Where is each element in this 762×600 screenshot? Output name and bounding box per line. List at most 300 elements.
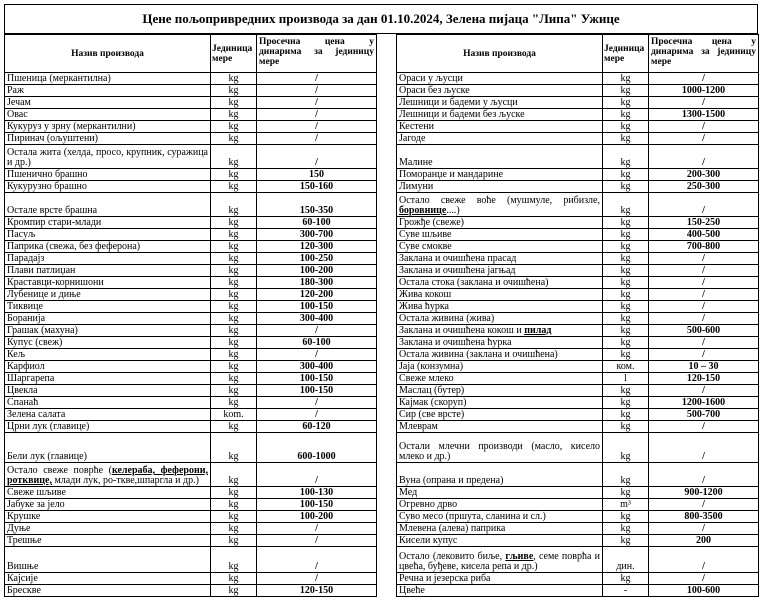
- price-cell: 120-150: [257, 585, 377, 597]
- price-cell: 200: [649, 535, 759, 547]
- table-row: [397, 337, 759, 349]
- unit-cell: kg: [211, 547, 257, 573]
- table-row: [5, 499, 377, 511]
- product-name: Остала жита (хелдa, просо, крупник, суражица и др.): [5, 145, 211, 169]
- product-name: Остало свеже воће (мушмуле, рибизле, боровнице....): [397, 193, 603, 217]
- left-table-body: [5, 73, 377, 597]
- unit-cell: kg: [211, 487, 257, 499]
- product-name: Шаргарепа: [5, 373, 211, 385]
- product-name: Остала живина (жива): [397, 313, 603, 325]
- table-row: [397, 325, 759, 337]
- table-row: [397, 253, 759, 265]
- unit-cell: kg: [603, 133, 649, 145]
- product-name: Бресквe: [5, 585, 211, 597]
- price-cell: 100-600: [649, 585, 759, 597]
- table-row: [5, 523, 377, 535]
- price-cell: 100-200: [257, 265, 377, 277]
- unit-cell: kg: [211, 241, 257, 253]
- product-name: Пиринач (ољуштени): [5, 133, 211, 145]
- unit-cell: kg: [603, 421, 649, 433]
- price-cell: /: [649, 97, 759, 109]
- product-name: Остале врсте брашна: [5, 193, 211, 217]
- table-row: [397, 499, 759, 511]
- table-row: [5, 217, 377, 229]
- product-name: Кељ: [5, 349, 211, 361]
- unit-cell: kg: [603, 145, 649, 169]
- price-cell: 150: [257, 169, 377, 181]
- right-header-name: Назив производа: [397, 35, 603, 73]
- product-name: Огревно дрво: [397, 499, 603, 511]
- price-cell: 100-150: [257, 373, 377, 385]
- price-cell: /: [649, 73, 759, 85]
- price-cell: 100-150: [257, 301, 377, 313]
- price-cell: 100-150: [257, 499, 377, 511]
- emphasized-text: боровнице: [399, 205, 447, 216]
- price-cell: /: [257, 133, 377, 145]
- table-row: [397, 385, 759, 397]
- table-row: [397, 535, 759, 547]
- product-name: Кајмак (скоруп): [397, 397, 603, 409]
- product-name: Цвекла: [5, 385, 211, 397]
- table-row: [397, 193, 759, 217]
- price-cell: /: [257, 409, 377, 421]
- price-cell: 500-700: [649, 409, 759, 421]
- product-name: Бели лук (главице): [5, 433, 211, 463]
- table-row: [5, 313, 377, 325]
- price-cell: 100-130: [257, 487, 377, 499]
- product-name: Грашак (махуна): [5, 325, 211, 337]
- table-row: [5, 535, 377, 547]
- product-name: Ораси у љусци: [397, 73, 603, 85]
- price-cell: /: [257, 97, 377, 109]
- table-row: [397, 487, 759, 499]
- table-row: [397, 217, 759, 229]
- product-name: Парадајз: [5, 253, 211, 265]
- unit-cell: kg: [211, 385, 257, 397]
- product-name: Вишње: [5, 547, 211, 573]
- unit-cell: kg: [211, 301, 257, 313]
- emphasized-text: келераба, феферони, ротквице,: [7, 465, 208, 486]
- unit-cell: kg: [211, 133, 257, 145]
- price-cell: 250-300: [649, 181, 759, 193]
- price-cell: 120-200: [257, 289, 377, 301]
- unit-cell: kg: [211, 169, 257, 181]
- price-cell: 60-120: [257, 421, 377, 433]
- price-cell: 200-300: [649, 169, 759, 181]
- table-row: [397, 361, 759, 373]
- price-cell: 120-300: [257, 241, 377, 253]
- unit-cell: kg: [211, 145, 257, 169]
- unit-cell: kg: [603, 433, 649, 463]
- emphasized-text: пилад: [524, 325, 552, 336]
- table-row: [397, 109, 759, 121]
- unit-cell: kg: [211, 349, 257, 361]
- unit-cell: kg: [211, 373, 257, 385]
- price-cell: /: [649, 133, 759, 145]
- table-row: [397, 169, 759, 181]
- product-name: Кајсије: [5, 573, 211, 585]
- unit-cell: kg: [211, 229, 257, 241]
- table-row: [5, 573, 377, 585]
- price-cell: /: [649, 301, 759, 313]
- unit-cell: kg: [211, 85, 257, 97]
- unit-cell: kg: [211, 97, 257, 109]
- price-cell: 60-100: [257, 337, 377, 349]
- unit-cell: kg: [211, 277, 257, 289]
- unit-cell: kg: [211, 499, 257, 511]
- product-name: Јагоде: [397, 133, 603, 145]
- table-row: [5, 325, 377, 337]
- table-row: [397, 241, 759, 253]
- product-name: Кестени: [397, 121, 603, 133]
- price-cell: /: [257, 463, 377, 487]
- unit-cell: kg: [211, 433, 257, 463]
- price-cell: 150-250: [649, 217, 759, 229]
- price-cell: /: [649, 433, 759, 463]
- table-row: [5, 253, 377, 265]
- price-cell: /: [257, 349, 377, 361]
- unit-cell: kg: [211, 313, 257, 325]
- product-name: Остала стока (заклана и очишћена): [397, 277, 603, 289]
- price-cell: /: [649, 421, 759, 433]
- price-cell: /: [649, 463, 759, 487]
- price-cell: /: [257, 85, 377, 97]
- unit-cell: kg: [603, 109, 649, 121]
- table-row: [5, 433, 377, 463]
- unit-cell: kg: [211, 217, 257, 229]
- table-row: [397, 433, 759, 463]
- unit-cell: kg: [603, 217, 649, 229]
- price-cell: /: [649, 289, 759, 301]
- product-name: Кукуруз у зрну (меркантилни): [5, 121, 211, 133]
- table-row: [397, 229, 759, 241]
- unit-cell: kg: [211, 193, 257, 217]
- unit-cell: kg: [211, 253, 257, 265]
- price-cell: /: [257, 523, 377, 535]
- table-row: [5, 511, 377, 523]
- unit-cell: kg: [603, 385, 649, 397]
- table-row: [397, 463, 759, 487]
- product-name: Пасуљ: [5, 229, 211, 241]
- price-cell: /: [649, 121, 759, 133]
- price-cell: /: [257, 121, 377, 133]
- unit-cell: -: [603, 585, 649, 597]
- table-row: [5, 289, 377, 301]
- table-row: [397, 547, 759, 573]
- unit-cell: kg: [211, 289, 257, 301]
- unit-cell: kg: [603, 523, 649, 535]
- price-cell: /: [649, 523, 759, 535]
- unit-cell: дин.: [603, 547, 649, 573]
- unit-cell: kg: [603, 229, 649, 241]
- product-name: Кромпир стари-млади: [5, 217, 211, 229]
- unit-cell: kg: [603, 313, 649, 325]
- unit-cell: m³: [603, 499, 649, 511]
- right-header-unit: Јединица мере: [603, 35, 649, 73]
- table-row: [397, 585, 759, 597]
- left-header-name: Назив производа: [5, 35, 211, 73]
- unit-cell: kg: [603, 85, 649, 97]
- unit-cell: kg: [603, 121, 649, 133]
- table-row: [397, 97, 759, 109]
- table-row: [5, 421, 377, 433]
- table-row: [397, 145, 759, 169]
- price-cell: /: [649, 337, 759, 349]
- table-row: [5, 169, 377, 181]
- unit-cell: kg: [211, 73, 257, 85]
- price-cell: /: [649, 313, 759, 325]
- table-row: [5, 97, 377, 109]
- product-name: Раж: [5, 85, 211, 97]
- table-row: [5, 349, 377, 361]
- unit-cell: kg: [211, 121, 257, 133]
- unit-cell: kg: [603, 349, 649, 361]
- price-cell: 180-300: [257, 277, 377, 289]
- product-name: Заклана и очишћена ћурка: [397, 337, 603, 349]
- product-name: Пшеница (меркантилна): [5, 73, 211, 85]
- product-name: Свеже млеко: [397, 373, 603, 385]
- table-row: [5, 409, 377, 421]
- table-row: [5, 121, 377, 133]
- unit-cell: kg: [603, 181, 649, 193]
- unit-cell: kg: [211, 585, 257, 597]
- table-row: [397, 421, 759, 433]
- price-cell: 300-400: [257, 361, 377, 373]
- emphasized-text: гљиве: [505, 551, 534, 562]
- right-header-row: [397, 35, 759, 73]
- unit-cell: kg: [603, 169, 649, 181]
- product-name: Остало свеже поврће (келераба, феферони, ротквице, млади лук, ро-ткве,шпаргла и др.): [5, 463, 211, 487]
- unit-cell: kg: [603, 573, 649, 585]
- unit-cell: kg: [211, 325, 257, 337]
- unit-cell: kg: [603, 511, 649, 523]
- left-header-unit: Јединица мере: [211, 35, 257, 73]
- price-cell: 150-160: [257, 181, 377, 193]
- price-cell: 100-150: [257, 385, 377, 397]
- table-row: [397, 397, 759, 409]
- unit-cell: kg: [603, 289, 649, 301]
- product-name: Купус (свеж): [5, 337, 211, 349]
- table-row: [397, 133, 759, 145]
- table-row: [397, 409, 759, 421]
- unit-cell: kg: [603, 487, 649, 499]
- unit-cell: kg: [603, 253, 649, 265]
- price-cell: /: [257, 325, 377, 337]
- left-header-row: [5, 35, 377, 73]
- table-row: [5, 241, 377, 253]
- table-row: [5, 265, 377, 277]
- table-row: [397, 73, 759, 85]
- unit-cell: kg: [211, 421, 257, 433]
- table-row: [397, 265, 759, 277]
- product-name: Краставци-корнишони: [5, 277, 211, 289]
- unit-cell: kg: [211, 181, 257, 193]
- price-cell: /: [257, 397, 377, 409]
- product-name: Поморанџе и мандарине: [397, 169, 603, 181]
- product-name: Ораси без љуске: [397, 85, 603, 97]
- product-name: Млеврам: [397, 421, 603, 433]
- unit-cell: kg: [211, 361, 257, 373]
- product-name: Суве смокве: [397, 241, 603, 253]
- table-row: [397, 289, 759, 301]
- unit-cell: kg: [603, 535, 649, 547]
- table-row: [5, 463, 377, 487]
- table-row: [397, 523, 759, 535]
- table-row: [5, 487, 377, 499]
- left-price-table: [4, 34, 377, 597]
- price-cell: 300-400: [257, 313, 377, 325]
- price-cell: 100-200: [257, 511, 377, 523]
- table-row: [5, 85, 377, 97]
- product-name: Заклана и очишћена прасад: [397, 253, 603, 265]
- product-name: Сувo месо (пршута, сланина и сл.): [397, 511, 603, 523]
- unit-cell: kg: [211, 109, 257, 121]
- table-row: [5, 145, 377, 169]
- product-name: Зелена салата: [5, 409, 211, 421]
- price-cell: 900-1200: [649, 487, 759, 499]
- right-table-body: [397, 73, 759, 597]
- price-cell: 150-350: [257, 193, 377, 217]
- price-cell: 100-250: [257, 253, 377, 265]
- table-row: [5, 361, 377, 373]
- price-cell: 1200-1600: [649, 397, 759, 409]
- product-name: Црни лук (главице): [5, 421, 211, 433]
- product-name: Остало (лековито биље, гљиве, семе поврћа и цвећа, буђеве, кисела репа и др.): [397, 547, 603, 573]
- price-cell: /: [649, 573, 759, 585]
- unit-cell: kg: [603, 397, 649, 409]
- table-row: [5, 547, 377, 573]
- product-name: Млевена (алева) паприка: [397, 523, 603, 535]
- unit-cell: kg: [603, 463, 649, 487]
- unit-cell: kg: [211, 397, 257, 409]
- product-name: Спанаћ: [5, 397, 211, 409]
- unit-cell: ком.: [603, 361, 649, 373]
- price-cell: 10 – 30: [649, 361, 759, 373]
- product-name: Речна и језерска риба: [397, 573, 603, 585]
- price-cell: 300-700: [257, 229, 377, 241]
- table-row: [397, 511, 759, 523]
- unit-cell: kg: [603, 265, 649, 277]
- table-row: [5, 585, 377, 597]
- unit-cell: kg: [603, 325, 649, 337]
- table-row: [397, 349, 759, 361]
- unit-cell: kg: [603, 409, 649, 421]
- product-name: Лимуни: [397, 181, 603, 193]
- table-row: [5, 229, 377, 241]
- price-cell: 800-3500: [649, 511, 759, 523]
- price-cell: /: [649, 349, 759, 361]
- product-name: Боранија: [5, 313, 211, 325]
- table-row: [397, 313, 759, 325]
- unit-cell: kg: [211, 573, 257, 585]
- price-cell: /: [649, 277, 759, 289]
- product-name: Кукурузно брашно: [5, 181, 211, 193]
- product-name: Жива ћурка: [397, 301, 603, 313]
- product-name: Вуна (опрана и предена): [397, 463, 603, 487]
- table-row: [397, 181, 759, 193]
- price-cell: 400-500: [649, 229, 759, 241]
- table-row: [5, 73, 377, 85]
- product-name: Трешње: [5, 535, 211, 547]
- table-row: [5, 301, 377, 313]
- unit-cell: kg: [603, 193, 649, 217]
- product-name: Остала живина (заклана и очишћена): [397, 349, 603, 361]
- unit-cell: kom.: [211, 409, 257, 421]
- table-row: [397, 373, 759, 385]
- product-name: Пшенично брашно: [5, 169, 211, 181]
- unit-cell: kg: [211, 535, 257, 547]
- price-cell: /: [649, 547, 759, 573]
- price-cell: /: [649, 193, 759, 217]
- product-name: Лешници и бадеми без љуске: [397, 109, 603, 121]
- unit-cell: kg: [211, 337, 257, 349]
- product-name: Дуње: [5, 523, 211, 535]
- product-name: Кисели купус: [397, 535, 603, 547]
- price-cell: /: [257, 73, 377, 85]
- product-name: Суве шљиве: [397, 229, 603, 241]
- table-row: [5, 397, 377, 409]
- product-name: Малине: [397, 145, 603, 169]
- unit-cell: kg: [603, 337, 649, 349]
- price-cell: /: [649, 499, 759, 511]
- price-cell: /: [257, 573, 377, 585]
- table-row: [397, 121, 759, 133]
- unit-cell: kg: [603, 73, 649, 85]
- product-name: Грожђе (свеже): [397, 217, 603, 229]
- unit-cell: kg: [603, 241, 649, 253]
- price-cell: 1000-1200: [649, 85, 759, 97]
- product-name: Заклана и очишћена јагњад: [397, 265, 603, 277]
- table-row: [5, 133, 377, 145]
- unit-cell: kg: [211, 265, 257, 277]
- table-row: [5, 337, 377, 349]
- product-name: Сир (све врсте): [397, 409, 603, 421]
- product-name: Заклана и очишћена кокош и пилад: [397, 325, 603, 337]
- unit-cell: kg: [211, 463, 257, 487]
- product-name: Остали млечни производи (масло, кисело млеко и др.): [397, 433, 603, 463]
- unit-cell: kg: [603, 301, 649, 313]
- product-name: Свеже шљиве: [5, 487, 211, 499]
- unit-cell: l: [603, 373, 649, 385]
- price-cell: 500-600: [649, 325, 759, 337]
- product-name: Маслац (бутер): [397, 385, 603, 397]
- price-cell: /: [649, 145, 759, 169]
- table-row: [5, 373, 377, 385]
- product-name: Јабуке за јело: [5, 499, 211, 511]
- price-cell: 700-800: [649, 241, 759, 253]
- table-row: [397, 85, 759, 97]
- product-name: Јечам: [5, 97, 211, 109]
- price-cell: /: [649, 385, 759, 397]
- price-cell: 600-1000: [257, 433, 377, 463]
- table-row: [397, 277, 759, 289]
- right-price-table: [396, 34, 759, 597]
- product-name: Крушке: [5, 511, 211, 523]
- price-cell: /: [649, 265, 759, 277]
- product-name: Паприка (свежа, без феферона): [5, 241, 211, 253]
- table-row: [5, 109, 377, 121]
- table-row: [5, 385, 377, 397]
- document-title: Цене пољопривредних производа за дан 01.10.2024, Зелена пијаца "Липа" Ужице: [4, 4, 758, 34]
- product-name: Мед: [397, 487, 603, 499]
- price-cell: 1300-1500: [649, 109, 759, 121]
- product-name: Лубенице и диње: [5, 289, 211, 301]
- table-row: [5, 277, 377, 289]
- product-name: Жива кокош: [397, 289, 603, 301]
- table-row: [5, 193, 377, 217]
- product-name: Лешници и бадеми у љусци: [397, 97, 603, 109]
- price-cell: /: [257, 145, 377, 169]
